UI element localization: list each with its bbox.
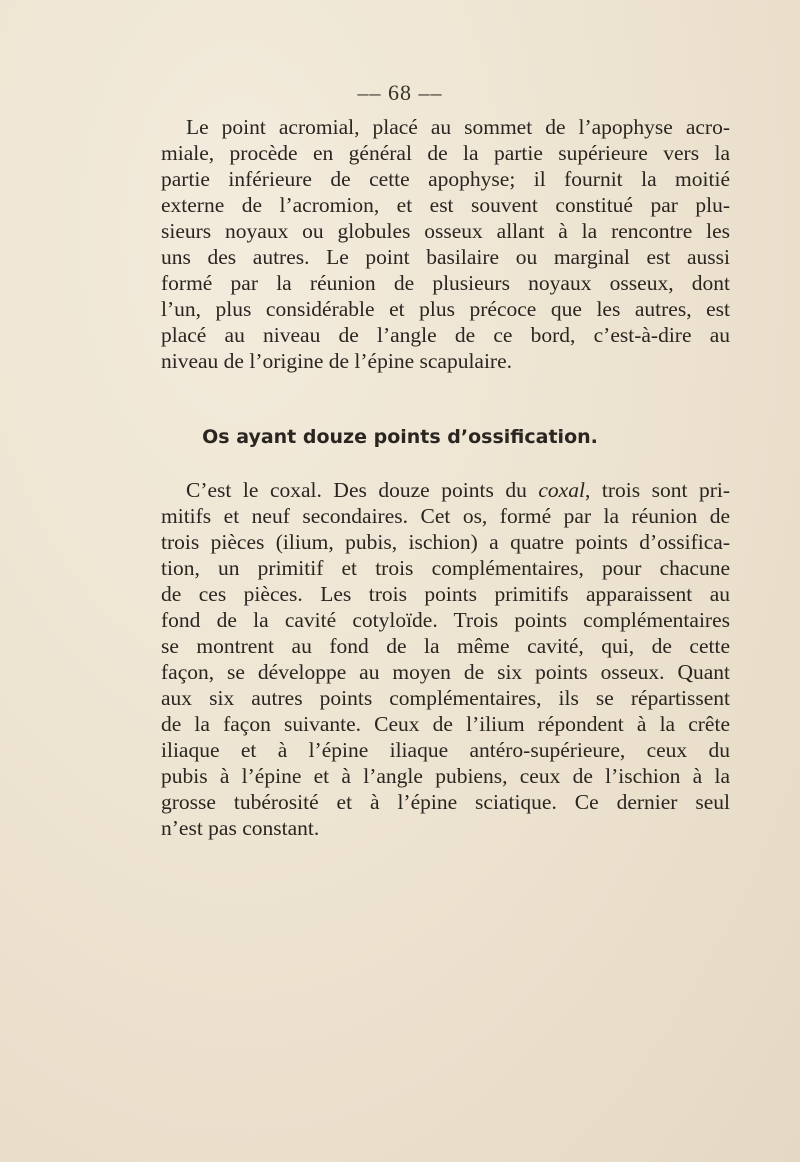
- text-line: l’un, plus considérable et plus précoce que les autres, est: [161, 297, 730, 321]
- text-line: pubis à l’épine et à l’angle pubiens, ceux de l’ischion à la: [161, 764, 730, 788]
- text-line: sieurs noyaux ou globules osseux allant à la rencontre les: [161, 219, 730, 243]
- paragraph-acromial: [161, 114, 730, 374]
- text-line-first: [161, 477, 730, 503]
- text-line: se montrent au fond de la même cavité, qui, de cette: [161, 634, 730, 658]
- text-segment: , trois sont pri-: [584, 478, 731, 502]
- text-line: niveau de l’origine de l’épine scapulaire.: [161, 349, 513, 373]
- text-line: iliaque et à l’épine iliaque antéro-supérieure, ceux du: [161, 738, 730, 762]
- text-line: de ces pièces. Les trois points primitifs apparaissent au: [161, 582, 730, 606]
- text-line: de la façon suivante. Ceux de l’ilium répondent à la crête: [161, 712, 730, 736]
- text-line: tion, un primitif et trois complémentaires, pour chacune: [161, 556, 730, 580]
- text-line: n’est pas constant.: [161, 816, 320, 840]
- text-line: partie inférieure de cette apophyse; il fournit la moitié: [161, 167, 730, 191]
- text-line: mitifs et neuf secondaires. Cet os, formé par la réunion de: [161, 504, 730, 528]
- text-line: uns des autres. Le point basilaire ou marginal est aussi: [161, 245, 730, 269]
- text-line: façon, se développe au moyen de six points osseux. Quant: [161, 660, 730, 684]
- text-line: fond de la cavité cotyloïde. Trois points complémentaires: [161, 608, 730, 632]
- text-line: formé par la réunion de plusieurs noyaux osseux, dont: [161, 271, 730, 295]
- section-heading: Os ayant douze points d’ossification.: [202, 426, 598, 448]
- text-line: placé au niveau de l’angle de ce bord, c’est-à-dire au: [161, 323, 730, 347]
- text-line: grosse tubérosité et à l’épine sciatique. Ce dernier seul: [161, 790, 730, 814]
- page-number: –– 68 ––: [357, 80, 443, 105]
- text-segment: C’est le coxal. Des douze points du: [186, 478, 539, 502]
- text-line: externe de l’acromion, et est souvent constitué par plu-: [161, 193, 730, 217]
- text-line: Le point acromial, placé au sommet de l’apophyse acro-: [186, 115, 730, 139]
- italic-term: coxal: [538, 478, 585, 502]
- text-line: aux six autres points complémentaires, ils se répartissent: [161, 686, 730, 710]
- text-line: miale, procède en général de la partie supérieure vers la: [161, 141, 730, 165]
- paragraph-coxal: [161, 477, 730, 841]
- text-line: trois pièces (ilium, pubis, ischion) a quatre points d’ossifica-: [161, 530, 730, 554]
